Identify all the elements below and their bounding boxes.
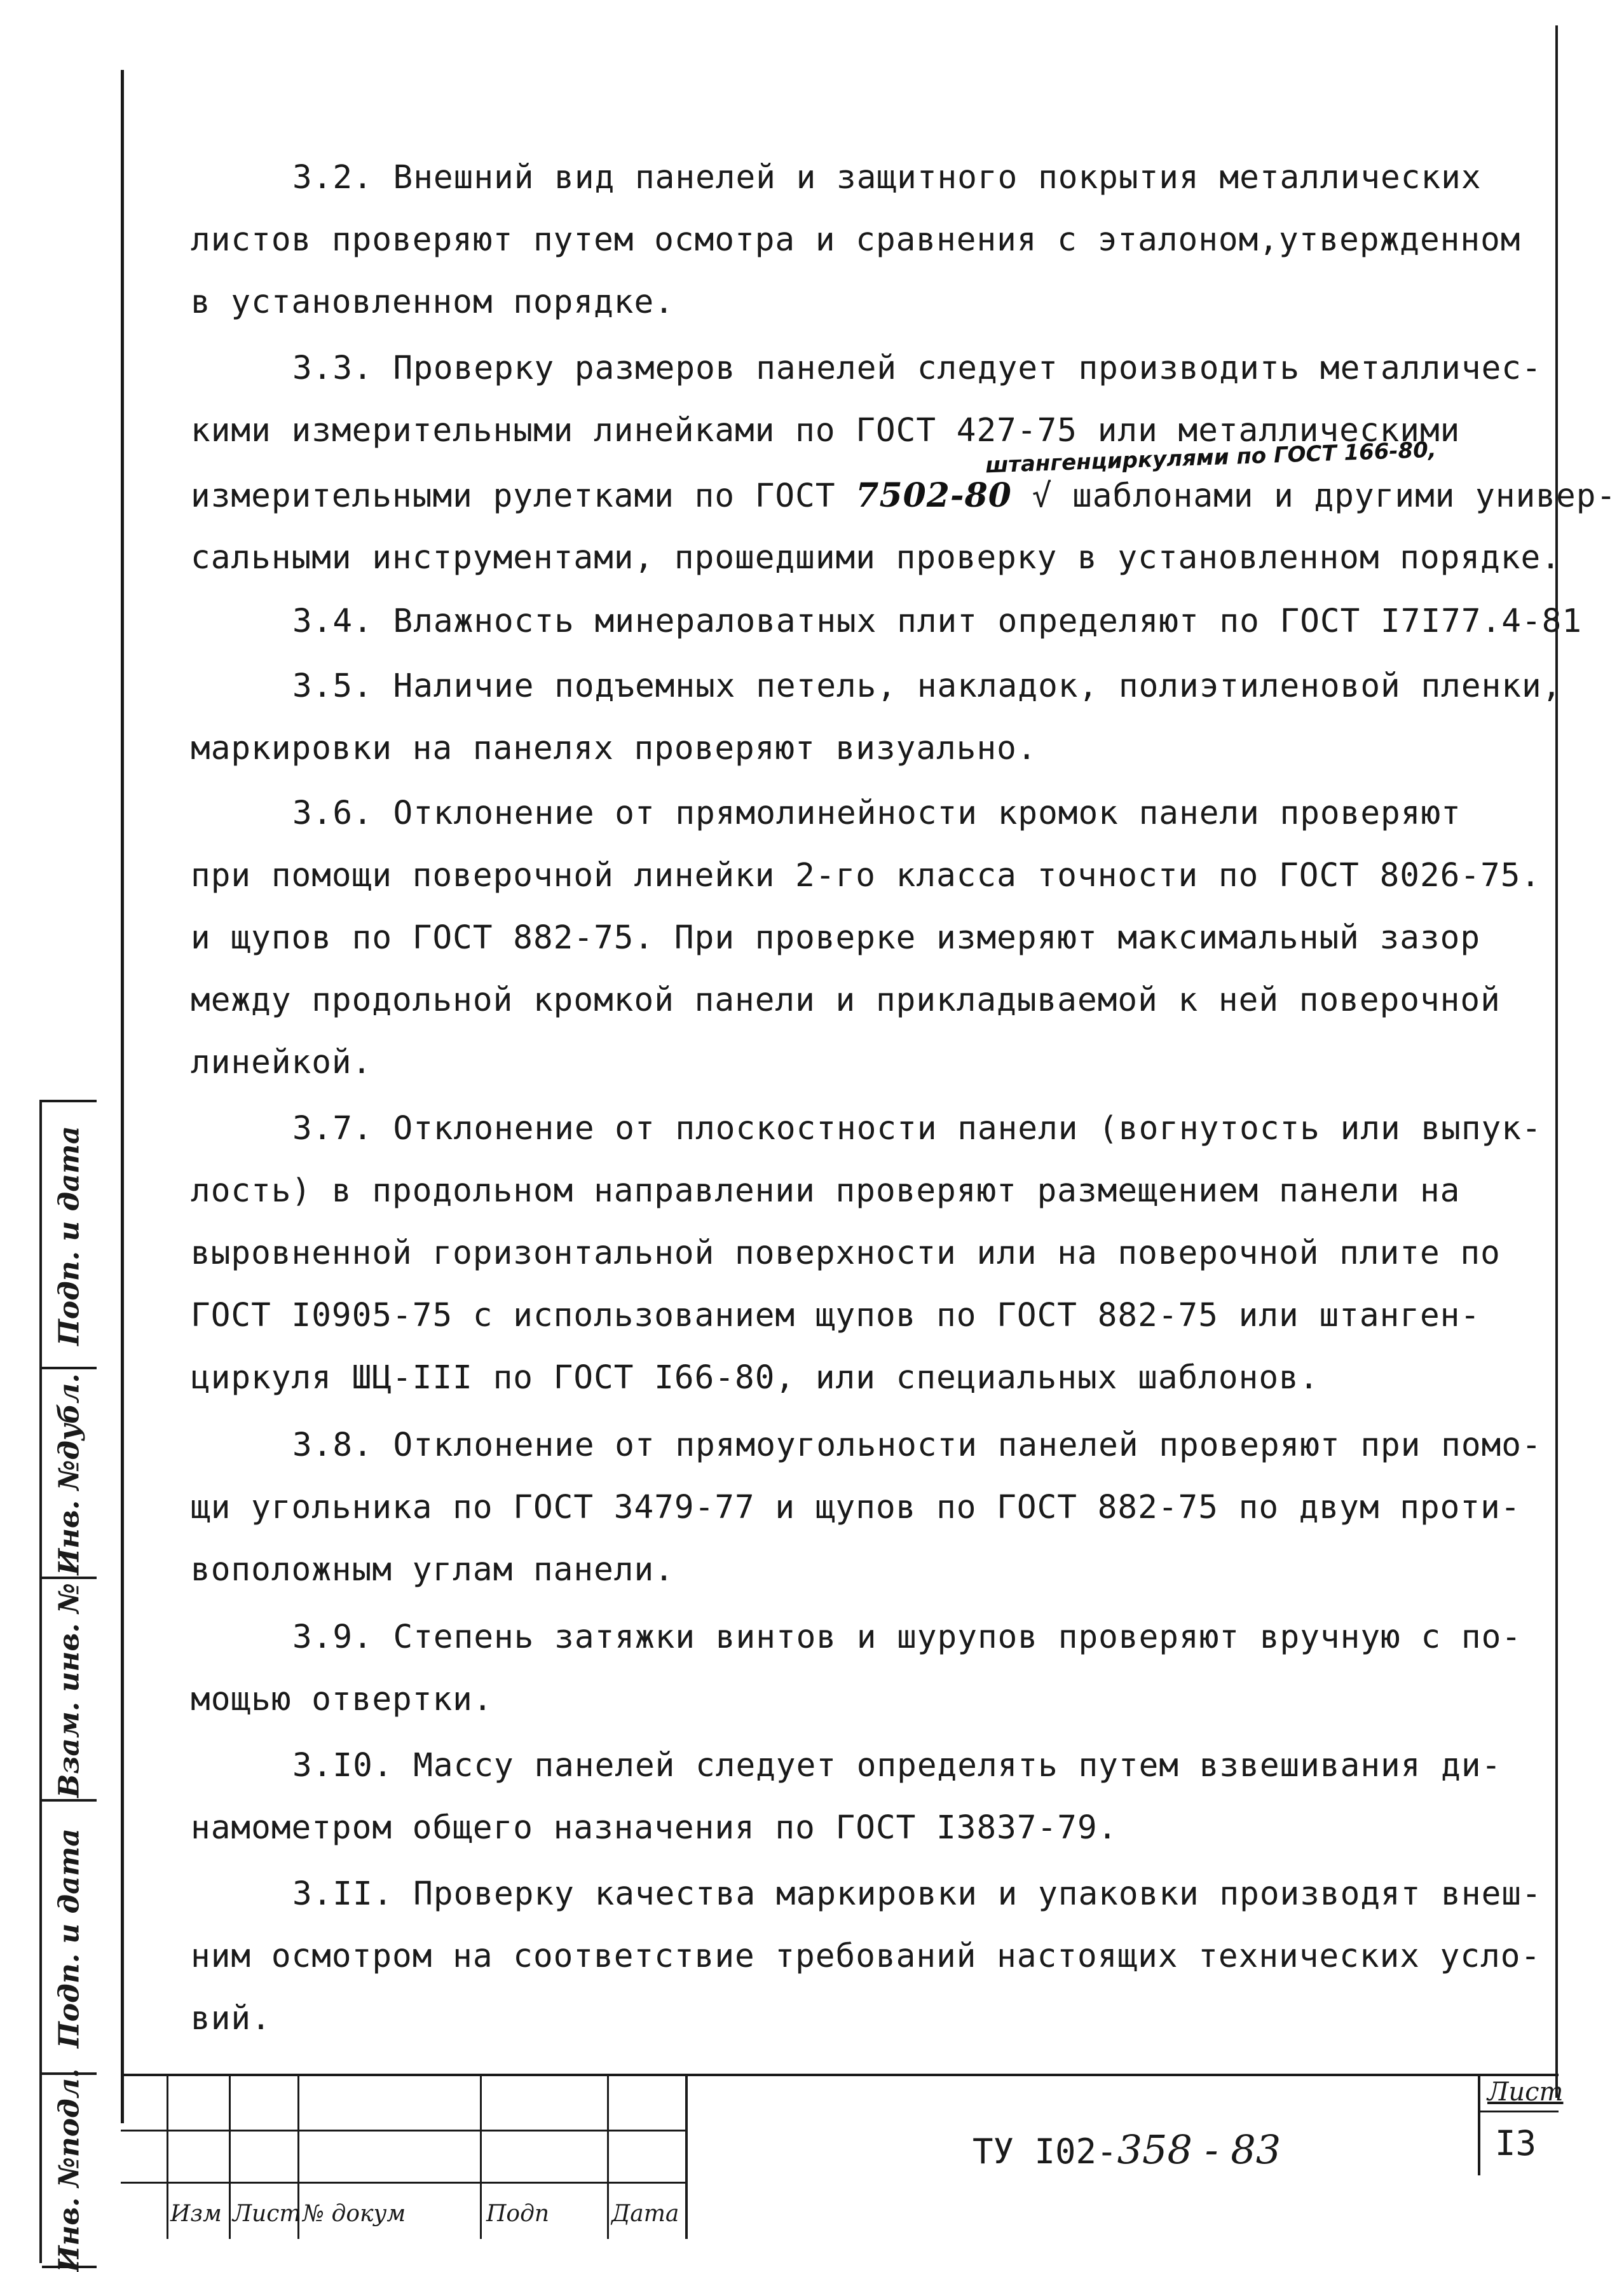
sheet-cell-divider (1478, 2111, 1559, 2112)
handwritten-gost-number: 7502-80 (856, 476, 1012, 515)
para-3-2-line-3: в установленном порядке. (191, 284, 674, 321)
title-col-line-4 (480, 2074, 482, 2239)
para-3-4-line-1: 3.4. Влажность минераловатных плит определяют по ГОСТ I7I77.4-81 (292, 603, 1583, 640)
para-3-7-line-3: выровненной горизонтальной поверхности или на поверочной плите по (191, 1235, 1501, 1272)
para-3-5-line-1: 3.5. Наличие подъемных петель, накладок, полиэтиленовой пленки, (292, 667, 1562, 705)
title-col-label-sheet: Лист (233, 2201, 301, 2227)
para-3-3-line-1: 3.3. Проверку размеров панелей следует производить металличес- (292, 350, 1542, 387)
para-3-6-line-2: при помощи поверочной линейки 2-го класса точности по ГОСТ 8026-75. (191, 857, 1541, 894)
title-col-label-doc-number: № докум (303, 2201, 406, 2227)
para-3-10-line-1: 3.I0. Массу панелей следует определять путем взвешивания ди- (292, 1747, 1502, 1784)
title-col-line-5 (607, 2074, 609, 2239)
para-3-2-line-2: листов проверяют путем осмотра и сравнения с эталоном,утвержденном (191, 221, 1521, 259)
para-3-6-line-5: линейкой. (191, 1044, 372, 1081)
title-col-line-1 (167, 2074, 168, 2239)
para-3-9-line-2: мощью отвертки. (191, 1681, 493, 1718)
frame-left-border (121, 70, 124, 2123)
title-col-label-signature: Подп (486, 2201, 550, 2227)
para-3-11-line-2: ним осмотром на соответствие требований настоящих технических усло- (191, 1938, 1541, 1975)
stamp-label-sign-date-1: Подп. и дата (53, 1126, 86, 1346)
handwritten-insertion: штангенциркулями по ГОСТ 166-80, (985, 437, 1437, 479)
para-3-6-line-4: между продольной кромкой панели и прикладываемой к ней поверочной (191, 982, 1501, 1019)
para-3-7-line-2: лость) в продольном направлении проверяют размещением панели на (191, 1172, 1461, 1210)
stamp-cell-sign-date-1 (42, 1100, 97, 1369)
sheet-number: I3 (1495, 2123, 1537, 2163)
para-3-3-line-3-tail: шаблонами и другими универ- (1072, 477, 1617, 515)
para-3-3-line-3-text: измерительными рулетками по ГОСТ (191, 477, 836, 515)
para-3-7-line-4: ГОСТ I0905-75 с использованием щупов по ГОСТ 882-75 или штанген- (191, 1297, 1481, 1334)
title-block-row-line-2 (121, 2182, 686, 2184)
stamp-cell-repl-inv (42, 1577, 97, 1802)
para-3-8-line-1: 3.8. Отклонение от прямоугольности панелей проверяют при помо- (292, 1427, 1542, 1464)
para-3-6-line-1: 3.6. Отклонение от прямолинейности кромок панели проверяют (292, 795, 1461, 832)
stamp-label-dup-inv: Инв. №дубл. (53, 1373, 86, 1575)
stamp-cell-sign-date-2 (42, 1799, 97, 2075)
title-col-line-2 (229, 2074, 231, 2239)
stamp-label-repl-inv: Взам. инв. № (53, 1583, 86, 1798)
para-3-3-line-3 (191, 477, 1616, 516)
title-block-row-line-1 (121, 2130, 686, 2132)
stamp-cell-dup-inv (42, 1367, 97, 1579)
para-3-9-line-1: 3.9. Степень затяжки винтов и шурупов проверяют вручную с по- (292, 1618, 1522, 1656)
document-code-prefix: ТУ I02- (972, 2132, 1117, 2172)
para-3-10-line-2: намометром общего назначения по ГОСТ I3837-79. (191, 1809, 1118, 1847)
sheet-label: Лист (1487, 2077, 1564, 2107)
para-3-7-line-1: 3.7. Отклонение от плоскостности панели (вогнутость или выпук- (292, 1110, 1542, 1147)
margin-stamp (39, 1100, 97, 2272)
frame-right-border (1555, 25, 1558, 2098)
title-col-line-6 (685, 2074, 688, 2239)
document-code (972, 2126, 1281, 2173)
para-3-2-line-1: 3.2. Внешний вид панелей и защитного покрытия металлических (292, 159, 1482, 196)
para-3-11-line-3: вий. (191, 2000, 271, 2037)
title-col-label-date: Дата (611, 2201, 679, 2227)
stamp-cell-orig-inv (42, 2068, 97, 2272)
title-block-top-line (121, 2074, 1559, 2076)
insertion-caret: √ (1032, 477, 1053, 515)
para-3-11-line-1: 3.II. Проверку качества маркировки и упаковки производят внеш- (292, 1875, 1542, 1913)
stamp-label-orig-inv: Инв. №подл. (53, 2068, 86, 2272)
para-3-5-line-2: маркировки на панелях проверяют визуально. (191, 730, 1037, 767)
para-3-8-line-3: воположным углам панели. (191, 1551, 674, 1589)
document-code-handwritten: 358 - 83 (1117, 2126, 1281, 2173)
para-3-3-line-2: кими измерительными линейками по ГОСТ 427-75 или металлическими (191, 412, 1461, 449)
para-3-8-line-2: щи угольника по ГОСТ 3479-77 и щупов по ГОСТ 882-75 по двум проти- (191, 1489, 1521, 1526)
title-col-line-7 (1478, 2074, 1480, 2175)
title-col-label-change: Изм (170, 2201, 222, 2227)
para-3-6-line-3: и щупов по ГОСТ 882-75. При проверке измеряют максимальный зазор (191, 919, 1481, 957)
para-3-7-line-5: циркуля ШЦ-III по ГОСТ I66-80, или специальных шаблонов. (191, 1359, 1320, 1397)
stamp-label-sign-date-2: Подп. и дата (53, 1828, 86, 2048)
para-3-3-line-4: сальными инструментами, прошедшими проверку в установленном порядке. (191, 539, 1561, 577)
